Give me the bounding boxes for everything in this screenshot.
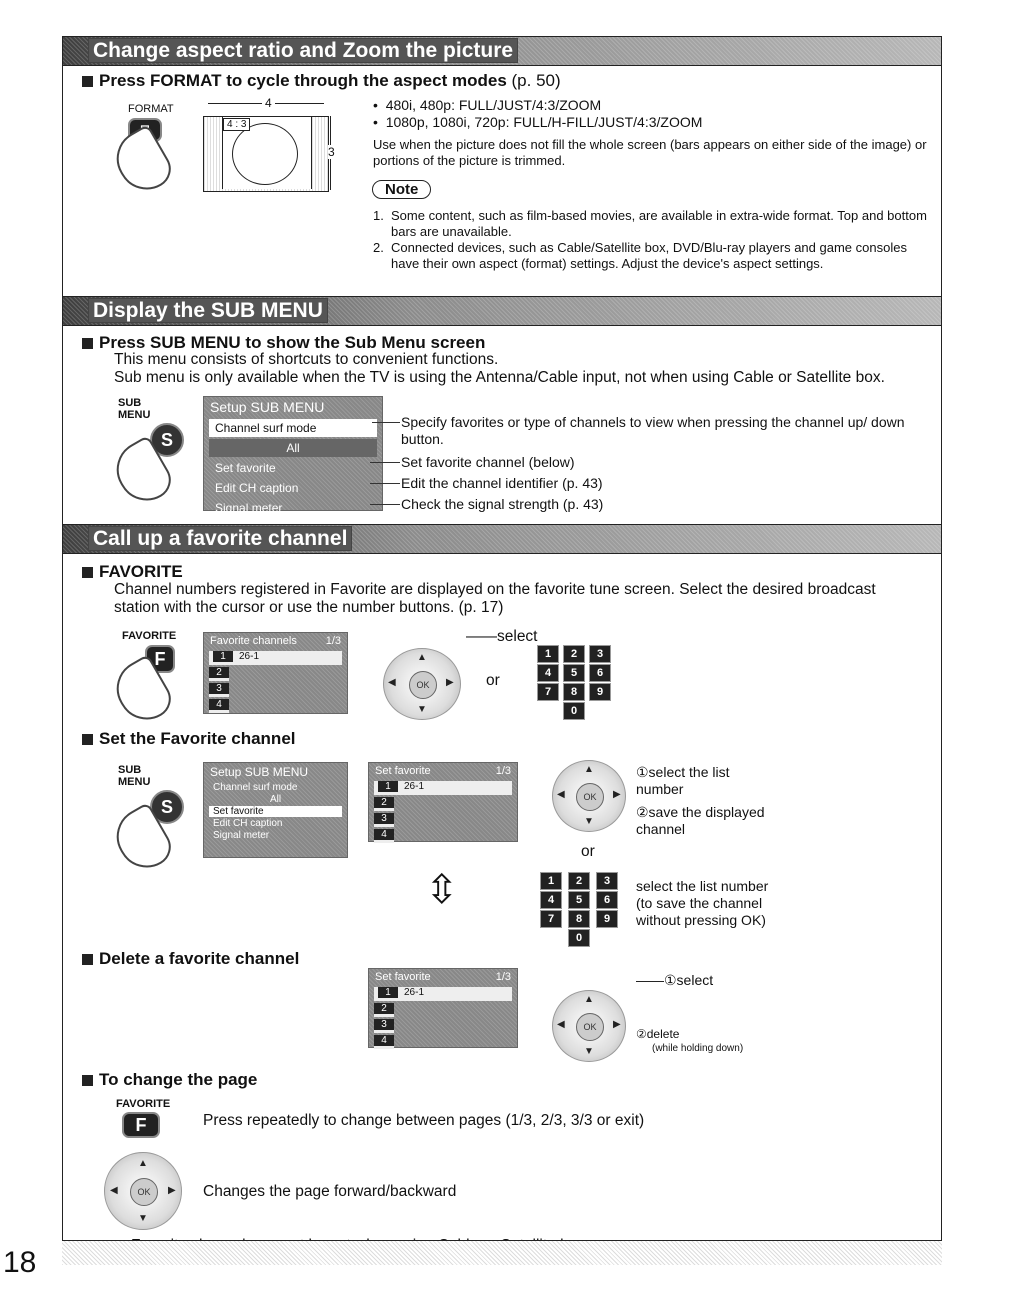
list-row[interactable]: 2	[374, 797, 394, 811]
key-3[interactable]: 3	[589, 645, 611, 663]
submenu-heading: Press SUB MENU to show the Sub Menu screen	[82, 333, 485, 353]
key-2[interactable]: 2	[568, 872, 590, 890]
list-page: 1/3	[495, 765, 511, 777]
arrow-right-icon[interactable]: ▶	[446, 677, 454, 688]
favorite-button-icon[interactable]: F	[122, 1112, 160, 1138]
list-title: Set favorite	[375, 765, 431, 777]
list-row[interactable]: 4	[209, 699, 229, 713]
callout-edit-caption: Edit the channel identifier (p. 43)	[401, 475, 603, 491]
callout-line	[370, 462, 400, 463]
key-4[interactable]: 4	[540, 891, 562, 909]
set-step-1: ①select the list number	[636, 764, 730, 797]
aspect-ratio-label: 4 : 3	[223, 118, 250, 131]
arrow-right-icon[interactable]: ▶	[613, 789, 621, 800]
change-page-heading: To change the page	[82, 1070, 257, 1090]
arrow-up-icon[interactable]: ▲	[584, 994, 594, 1005]
favorite-button-label: FAVORITE	[116, 1098, 171, 1110]
key-0[interactable]: 0	[568, 929, 590, 947]
keypad-note: select the list number (to save the channel without pressing OK)	[636, 878, 769, 928]
key-6[interactable]: 6	[589, 664, 611, 682]
callout-line	[370, 504, 400, 505]
set-favorite-list	[368, 762, 518, 842]
list-row[interactable]: 1 26-1	[374, 987, 512, 1001]
callout-channel-surf: Specify favorites or type of channels to view when pressing the channel up/ down button.	[401, 414, 905, 447]
section-header-favorite: Call up a favorite channel	[62, 524, 942, 554]
section-header-aspect: Change aspect ratio and Zoom the picture	[62, 36, 942, 66]
list-page: 1/3	[495, 971, 511, 983]
list-title: Favorite channels	[210, 635, 297, 647]
pad-text: Changes the page forward/backward	[203, 1183, 457, 1200]
key-5[interactable]: 5	[563, 664, 585, 682]
arrow-left-icon[interactable]: ◀	[110, 1185, 118, 1196]
diagram-width-label: 4	[262, 96, 275, 110]
arrow-down-icon[interactable]: ▼	[138, 1213, 148, 1224]
key-1[interactable]: 1	[540, 872, 562, 890]
cursor-pad[interactable]	[104, 1152, 182, 1230]
menu-title: Setup SUB MENU	[210, 399, 325, 415]
list-row[interactable]: 3	[374, 813, 394, 827]
or-label: or	[486, 672, 500, 689]
key-6[interactable]: 6	[596, 891, 618, 909]
key-7[interactable]: 7	[537, 683, 559, 701]
arrow-down-icon[interactable]: ▼	[417, 704, 427, 715]
list-title: Set favorite	[375, 971, 431, 983]
menu-item-set-favorite[interactable]: Set favorite	[209, 806, 342, 817]
list-row[interactable]: 4	[374, 1035, 394, 1049]
delete-step-2-note: (while holding down)	[652, 1043, 744, 1054]
delete-step-1: ——①select	[636, 972, 714, 988]
list-row[interactable]: 3	[374, 1019, 394, 1033]
menu-item-signal-meter[interactable]: Signal meter	[215, 501, 283, 515]
menu-item-edit-caption[interactable]: Edit CH caption	[213, 818, 283, 829]
key-4[interactable]: 4	[537, 664, 559, 682]
page-number: 18	[3, 1246, 37, 1279]
key-9[interactable]: 9	[596, 910, 618, 928]
or-label: or	[581, 843, 595, 860]
menu-item-set-favorite[interactable]: Set favorite	[215, 461, 276, 475]
favorite-button-icon[interactable]: F	[145, 645, 175, 673]
arrow-down-icon[interactable]: ▼	[584, 816, 594, 827]
aspect-diagram	[203, 116, 329, 192]
delete-favorite-list	[368, 968, 518, 1048]
setup-submenu-panel-small	[203, 762, 348, 858]
bottom-band	[62, 1240, 942, 1265]
key-9[interactable]: 9	[589, 683, 611, 701]
list-row[interactable]: 4	[374, 829, 394, 843]
favorite-description: Channel numbers registered in Favorite are displayed on the favorite tune screen. Select the desired broadcast station with the cursor or use the number buttons. (p. 17)	[114, 581, 876, 616]
menu-item-signal-meter[interactable]: Signal meter	[213, 830, 270, 841]
sub-menu-button-icon[interactable]: S	[150, 790, 184, 824]
menu-item-all[interactable]: All	[269, 794, 282, 805]
setup-submenu-panel	[203, 396, 383, 515]
callout-set-favorite: Set favorite channel (below)	[401, 454, 575, 470]
set-favorite-heading: Set the Favorite channel	[82, 729, 296, 749]
list-row[interactable]: 1 26-1	[374, 781, 512, 795]
menu-item-edit-caption[interactable]: Edit CH caption	[215, 481, 299, 495]
key-8[interactable]: 8	[568, 910, 590, 928]
mode-list-2: • 1080p, 1080i, 720p: FULL/H-FILL/JUST/4:3/ZOOM	[373, 114, 703, 130]
ok-button[interactable]: OK	[130, 1178, 158, 1206]
callout-signal-meter: Check the signal strength (p. 43)	[401, 496, 604, 512]
key-1[interactable]: 1	[537, 645, 559, 663]
press-text: Press repeatedly to change between pages (1/3, 2/3, 3/3 or exit)	[203, 1112, 645, 1129]
arrow-left-icon[interactable]: ◀	[557, 1019, 565, 1030]
note-item-2: 2. Connected devices, such as Cable/Satellite box, DVD/Blu-ray players and game consoles have their own aspect (format) settings. Adjust the device's aspect settings.	[373, 240, 907, 271]
list-row[interactable]: 2	[374, 1003, 394, 1017]
arrow-up-icon[interactable]: ▲	[138, 1158, 148, 1169]
submenu-line-1: This menu consists of shortcuts to convenient functions.	[114, 351, 499, 368]
ok-button[interactable]: OK	[409, 671, 437, 699]
favorite-heading: FAVORITE	[82, 562, 183, 582]
menu-title: Setup SUB MENU	[210, 765, 309, 779]
key-8[interactable]: 8	[563, 683, 585, 701]
up-down-arrow-icon: ⇳	[425, 868, 459, 912]
arrow-left-icon[interactable]: ◀	[388, 677, 396, 688]
key-7[interactable]: 7	[540, 910, 562, 928]
callout-line	[372, 422, 400, 423]
cursor-pad[interactable]	[552, 990, 626, 1062]
ok-button[interactable]: OK	[576, 1013, 604, 1041]
cursor-pad[interactable]	[552, 760, 626, 832]
key-2[interactable]: 2	[563, 645, 585, 663]
arrow-right-icon[interactable]: ▶	[168, 1185, 176, 1196]
format-button-label: FORMAT	[128, 103, 174, 115]
format-description: Use when the picture does not fill the whole screen (bars appears on either side of the image) or portions of the picture is trimmed.	[373, 137, 927, 168]
key-3[interactable]: 3	[596, 872, 618, 890]
list-page: 1/3	[325, 635, 341, 647]
favorite-channels-list	[203, 632, 348, 714]
key-5[interactable]: 5	[568, 891, 590, 909]
arrow-left-icon[interactable]: ◀	[557, 789, 565, 800]
list-row[interactable]: 2	[209, 667, 229, 681]
select-label: ——select	[466, 628, 538, 645]
callout-line	[370, 483, 400, 484]
menu-item-channel-surf[interactable]: Channel surf mode	[209, 419, 377, 437]
set-step-2: ②save the displayed channel	[636, 804, 765, 837]
note-label: Note	[372, 180, 431, 199]
arrow-up-icon[interactable]: ▲	[584, 764, 594, 775]
format-heading: Press FORMAT to cycle through the aspect modes (p. 50)	[82, 71, 561, 91]
submenu-line-2: Sub menu is only available when the TV is using the Antenna/Cable input, not when using Cable or Satellite box.	[114, 369, 885, 386]
favorite-button-label: FAVORITE	[122, 630, 177, 642]
arrow-right-icon[interactable]: ▶	[613, 1019, 621, 1030]
arrow-up-icon[interactable]: ▲	[417, 652, 427, 663]
ok-button[interactable]: OK	[576, 783, 604, 811]
arrow-down-icon[interactable]: ▼	[584, 1046, 594, 1057]
submenu-button-label: SUB MENU	[118, 764, 151, 788]
menu-item-all[interactable]: All	[209, 439, 377, 457]
diagram-height-label: 3	[328, 145, 335, 159]
delete-step-2: ②delete	[636, 1027, 680, 1041]
note-item-1: 1. Some content, such as film-based movies, are available in extra-wide format. Top and bottom bars are unavailable.	[373, 208, 927, 239]
section-header-submenu: Display the SUB MENU	[62, 296, 942, 326]
list-row[interactable]: 1 26-1	[209, 651, 342, 665]
menu-item-channel-surf[interactable]: Channel surf mode	[213, 782, 298, 793]
key-0[interactable]: 0	[563, 702, 585, 720]
mode-list-1: • 480i, 480p: FULL/JUST/4:3/ZOOM	[373, 97, 602, 113]
list-row[interactable]: 3	[209, 683, 229, 697]
submenu-button-label: SUB MENU	[118, 397, 151, 421]
sub-menu-button-icon[interactable]: S	[150, 423, 184, 457]
cursor-pad[interactable]	[383, 648, 461, 720]
delete-favorite-heading: Delete a favorite channel	[82, 949, 299, 969]
